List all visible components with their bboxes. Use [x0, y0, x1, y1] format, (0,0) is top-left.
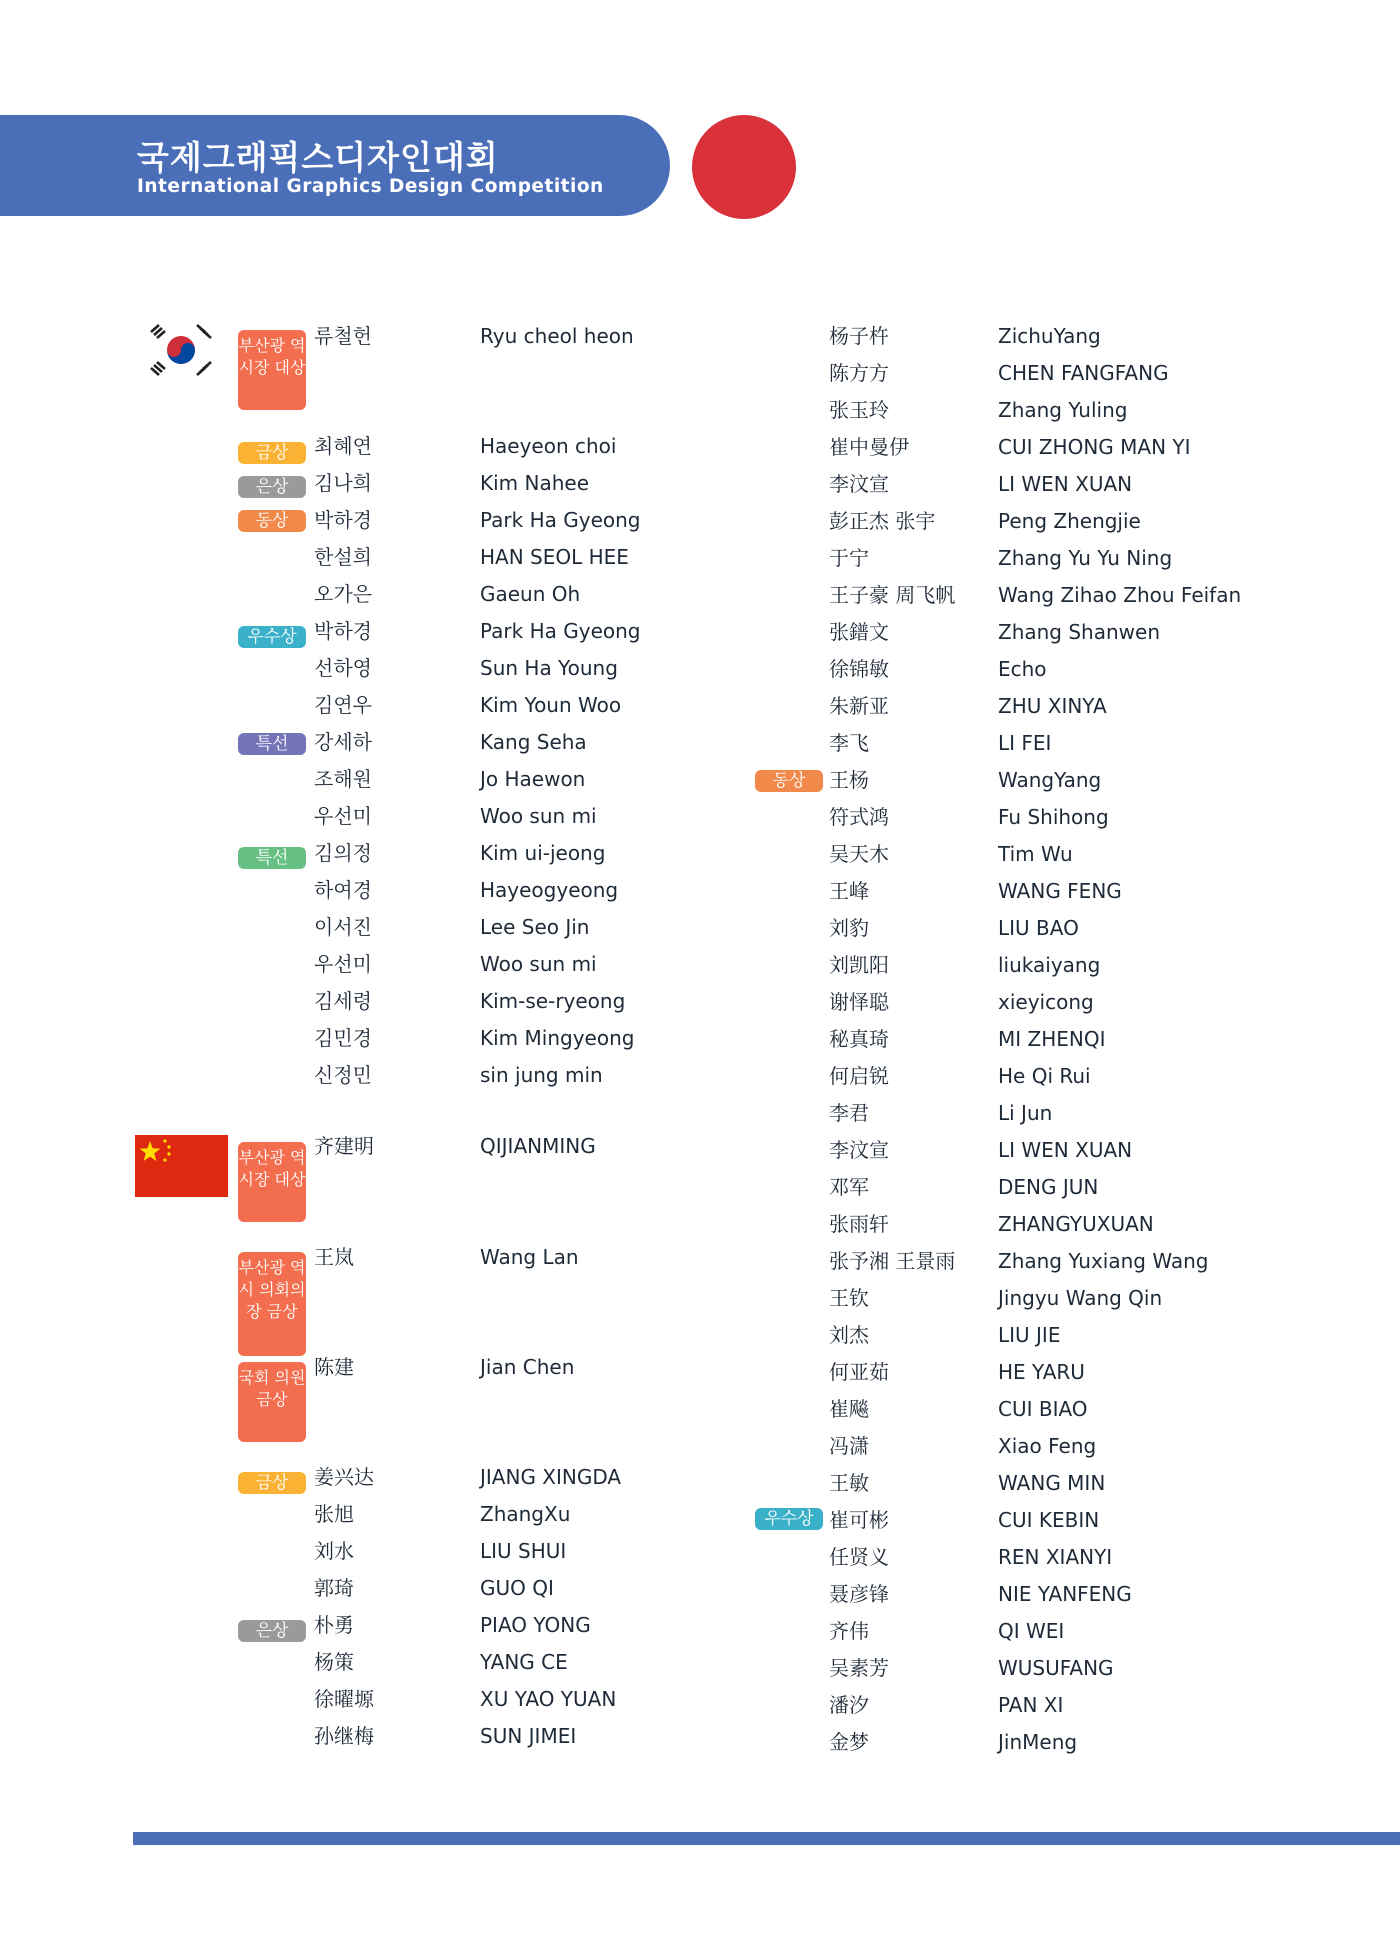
right-romanized-name: WangYang [998, 768, 1102, 792]
left-romanized-name: LIU SHUI [480, 1539, 567, 1563]
left-native-name: 최혜연 [314, 434, 372, 458]
right-native-name: 冯潇 [829, 1434, 869, 1458]
right-romanized-name: WANG FENG [998, 879, 1122, 903]
left-native-name: 박하경 [314, 619, 372, 643]
award-badge: 부산광 역시장 대상 [238, 1142, 306, 1222]
right-native-name: 李汶宣 [829, 1138, 889, 1162]
right-native-name: 王敏 [829, 1471, 869, 1495]
right-romanized-name: ZHANGYUXUAN [998, 1212, 1154, 1236]
left-native-name: 杨策 [314, 1650, 354, 1674]
right-romanized-name: NIE YANFENG [998, 1582, 1132, 1606]
right-romanized-name: LI WEN XUAN [998, 472, 1133, 496]
right-native-name: 张予湘 王景雨 [829, 1249, 956, 1273]
right-native-name: 刘杰 [829, 1323, 869, 1347]
right-native-name: 王子豪 周飞帆 [829, 583, 956, 607]
left-romanized-name: Woo sun mi [480, 804, 597, 828]
right-native-name: 吴素芳 [829, 1656, 889, 1680]
left-romanized-name: Jian Chen [480, 1355, 575, 1379]
right-romanized-name: LI FEI [998, 731, 1052, 755]
right-native-name: 杨子杵 [829, 324, 889, 348]
left-romanized-name: Kim-se-ryeong [480, 989, 626, 1013]
right-native-name: 朱新亚 [829, 694, 889, 718]
left-romanized-name: Kang Seha [480, 730, 587, 754]
left-romanized-name: Park Ha Gyeong [480, 508, 641, 532]
left-romanized-name: SUN JIMEI [480, 1724, 577, 1748]
right-native-name: 何启锐 [829, 1064, 889, 1088]
right-native-name: 金梦 [829, 1730, 869, 1754]
left-romanized-name: Sun Ha Young [480, 656, 618, 680]
right-romanized-name: CUI ZHONG MAN YI [998, 435, 1191, 459]
left-native-name: 齐建明 [314, 1134, 374, 1158]
left-native-name: 王岚 [314, 1245, 354, 1269]
red-circle-decoration [692, 115, 796, 219]
right-romanized-name: WUSUFANG [998, 1656, 1114, 1680]
award-badge: 우수상 [238, 626, 306, 648]
left-native-name: 陈建 [314, 1355, 354, 1379]
right-romanized-name: Peng Zhengjie [998, 509, 1141, 533]
left-romanized-name: Lee Seo Jin [480, 915, 590, 939]
award-badge: 금상 [238, 442, 306, 464]
left-native-name: 오가은 [314, 582, 372, 606]
left-romanized-name: Haeyeon choi [480, 434, 617, 458]
left-romanized-name: Ryu cheol heon [480, 324, 634, 348]
right-romanized-name: Zhang Yu Yu Ning [998, 546, 1173, 570]
award-badge: 은상 [238, 476, 306, 498]
right-romanized-name: ZichuYang [998, 324, 1101, 348]
award-badge: 금상 [238, 1472, 306, 1494]
right-native-name: 谢怿聪 [829, 990, 889, 1014]
left-native-name: 朴勇 [314, 1613, 354, 1637]
award-badge: 은상 [238, 1620, 306, 1642]
left-romanized-name: Wang Lan [480, 1245, 579, 1269]
left-romanized-name: JIANG XINGDA [480, 1465, 622, 1489]
right-native-name: 秘真琦 [829, 1027, 889, 1051]
right-native-name: 齐伟 [829, 1619, 869, 1643]
left-native-name: 강세하 [314, 730, 372, 754]
left-romanized-name: sin jung min [480, 1063, 603, 1087]
right-romanized-name: JinMeng [998, 1730, 1078, 1754]
left-native-name: 김민경 [314, 1026, 372, 1050]
left-native-name: 刘水 [314, 1539, 354, 1563]
right-native-name: 崔中曼伊 [829, 435, 909, 459]
right-romanized-name: He Qi Rui [998, 1064, 1091, 1088]
right-romanized-name: Tim Wu [998, 842, 1073, 866]
right-native-name: 李君 [829, 1101, 869, 1125]
right-romanized-name: ZHU XINYA [998, 694, 1107, 718]
korea-flag-icon [145, 322, 217, 378]
left-native-name: 한설희 [314, 545, 372, 569]
left-romanized-name: GUO QI [480, 1576, 554, 1600]
left-native-name: 김나희 [314, 471, 372, 495]
left-romanized-name: YANG CE [480, 1650, 568, 1674]
right-native-name: 徐锦敏 [829, 657, 889, 681]
right-native-name: 王钦 [829, 1286, 869, 1310]
left-romanized-name: Kim ui-jeong [480, 841, 606, 865]
right-native-name: 任贤义 [829, 1545, 889, 1569]
left-romanized-name: Gaeun Oh [480, 582, 581, 606]
right-romanized-name: LI WEN XUAN [998, 1138, 1133, 1162]
right-romanized-name: Jingyu Wang Qin [998, 1286, 1163, 1310]
left-native-name: 徐曜塬 [314, 1687, 374, 1711]
china-flag-icon [135, 1135, 228, 1197]
right-native-name: 符式鸿 [829, 805, 889, 829]
right-romanized-name: liukaiyang [998, 953, 1101, 977]
left-romanized-name: PIAO YONG [480, 1613, 591, 1637]
right-romanized-name: Xiao Feng [998, 1434, 1097, 1458]
header-title-korean: 국제그래픽스디자인대회 [137, 138, 499, 177]
right-romanized-name: MI ZHENQI [998, 1027, 1106, 1051]
right-romanized-name: xieyicong [998, 990, 1094, 1014]
right-romanized-name: CUI BIAO [998, 1397, 1088, 1421]
right-romanized-name: PAN XI [998, 1693, 1064, 1717]
right-romanized-name: LIU JIE [998, 1323, 1061, 1347]
right-romanized-name: LIU BAO [998, 916, 1079, 940]
left-romanized-name: QIJIANMING [480, 1134, 596, 1158]
left-romanized-name: Hayeogyeong [480, 878, 619, 902]
right-native-name: 李飞 [829, 731, 869, 755]
left-romanized-name: HAN SEOL HEE [480, 545, 629, 569]
right-native-name: 邓军 [829, 1175, 869, 1199]
right-native-name: 张雨轩 [829, 1212, 889, 1236]
left-native-name: 선하영 [314, 656, 372, 680]
right-native-name: 于宁 [829, 546, 869, 570]
right-romanized-name: Zhang Yuling [998, 398, 1128, 422]
right-native-name: 刘豹 [829, 916, 869, 940]
left-romanized-name: Kim Mingyeong [480, 1026, 635, 1050]
right-romanized-name: Wang Zihao Zhou Feifan [998, 583, 1242, 607]
award-badge: 우수상 [755, 1508, 823, 1530]
right-native-name: 潘汐 [829, 1693, 869, 1717]
award-badge: 동상 [755, 770, 823, 792]
header-title-english: International Graphics Design Competition [137, 176, 604, 197]
right-romanized-name: Zhang Yuxiang Wang [998, 1249, 1209, 1273]
right-romanized-name: WANG MIN [998, 1471, 1106, 1495]
right-native-name: 王峰 [829, 879, 869, 903]
left-romanized-name: Park Ha Gyeong [480, 619, 641, 643]
footer-rule [133, 1832, 1400, 1845]
left-native-name: 孙继梅 [314, 1724, 374, 1748]
right-romanized-name: Li Jun [998, 1101, 1053, 1125]
right-native-name: 刘凯阳 [829, 953, 889, 977]
right-native-name: 崔飚 [829, 1397, 869, 1421]
left-native-name: 류철헌 [314, 324, 372, 348]
left-native-name: 郭琦 [314, 1576, 354, 1600]
right-native-name: 何亚茹 [829, 1360, 889, 1384]
left-romanized-name: Jo Haewon [480, 767, 586, 791]
left-native-name: 하여경 [314, 878, 372, 902]
right-romanized-name: CHEN FANGFANG [998, 361, 1169, 385]
right-romanized-name: REN XIANYI [998, 1545, 1113, 1569]
right-native-name: 张玉玲 [829, 398, 889, 422]
left-romanized-name: Kim Youn Woo [480, 693, 622, 717]
right-native-name: 彭正杰 张宇 [829, 509, 936, 533]
right-romanized-name: QI WEI [998, 1619, 1065, 1643]
award-badge: 부산광 역시장 대상 [238, 330, 306, 410]
left-native-name: 신정민 [314, 1063, 372, 1087]
award-badge: 국회 의원 금상 [238, 1362, 306, 1442]
left-romanized-name: Kim Nahee [480, 471, 590, 495]
right-romanized-name: HE YARU [998, 1360, 1085, 1384]
left-native-name: 조해원 [314, 767, 372, 791]
right-native-name: 崔可彬 [829, 1508, 889, 1532]
award-badge: 특선 [238, 847, 306, 869]
left-romanized-name: ZhangXu [480, 1502, 571, 1526]
left-native-name: 우선미 [314, 804, 372, 828]
right-native-name: 陈方方 [829, 361, 889, 385]
award-badge: 동상 [238, 510, 306, 532]
award-badge: 특선 [238, 733, 306, 755]
left-native-name: 김의정 [314, 841, 372, 865]
right-romanized-name: Echo [998, 657, 1047, 681]
left-romanized-name: Woo sun mi [480, 952, 597, 976]
right-romanized-name: Fu Shihong [998, 805, 1109, 829]
right-native-name: 聂彦锋 [829, 1582, 889, 1606]
left-native-name: 이서진 [314, 915, 372, 939]
right-romanized-name: DENG JUN [998, 1175, 1099, 1199]
right-native-name: 王杨 [829, 768, 869, 792]
left-native-name: 김세령 [314, 989, 372, 1013]
right-native-name: 吴天木 [829, 842, 889, 866]
right-romanized-name: CUI KEBIN [998, 1508, 1100, 1532]
right-native-name: 李汶宣 [829, 472, 889, 496]
left-native-name: 김연우 [314, 693, 372, 717]
left-romanized-name: XU YAO YUAN [480, 1687, 617, 1711]
left-native-name: 박하경 [314, 508, 372, 532]
award-badge: 부산광 역시 의회의장 금상 [238, 1252, 306, 1356]
left-native-name: 姜兴达 [314, 1465, 374, 1489]
right-romanized-name: Zhang Shanwen [998, 620, 1161, 644]
right-native-name: 张鐠文 [829, 620, 889, 644]
left-native-name: 우선미 [314, 952, 372, 976]
left-native-name: 张旭 [314, 1502, 354, 1526]
